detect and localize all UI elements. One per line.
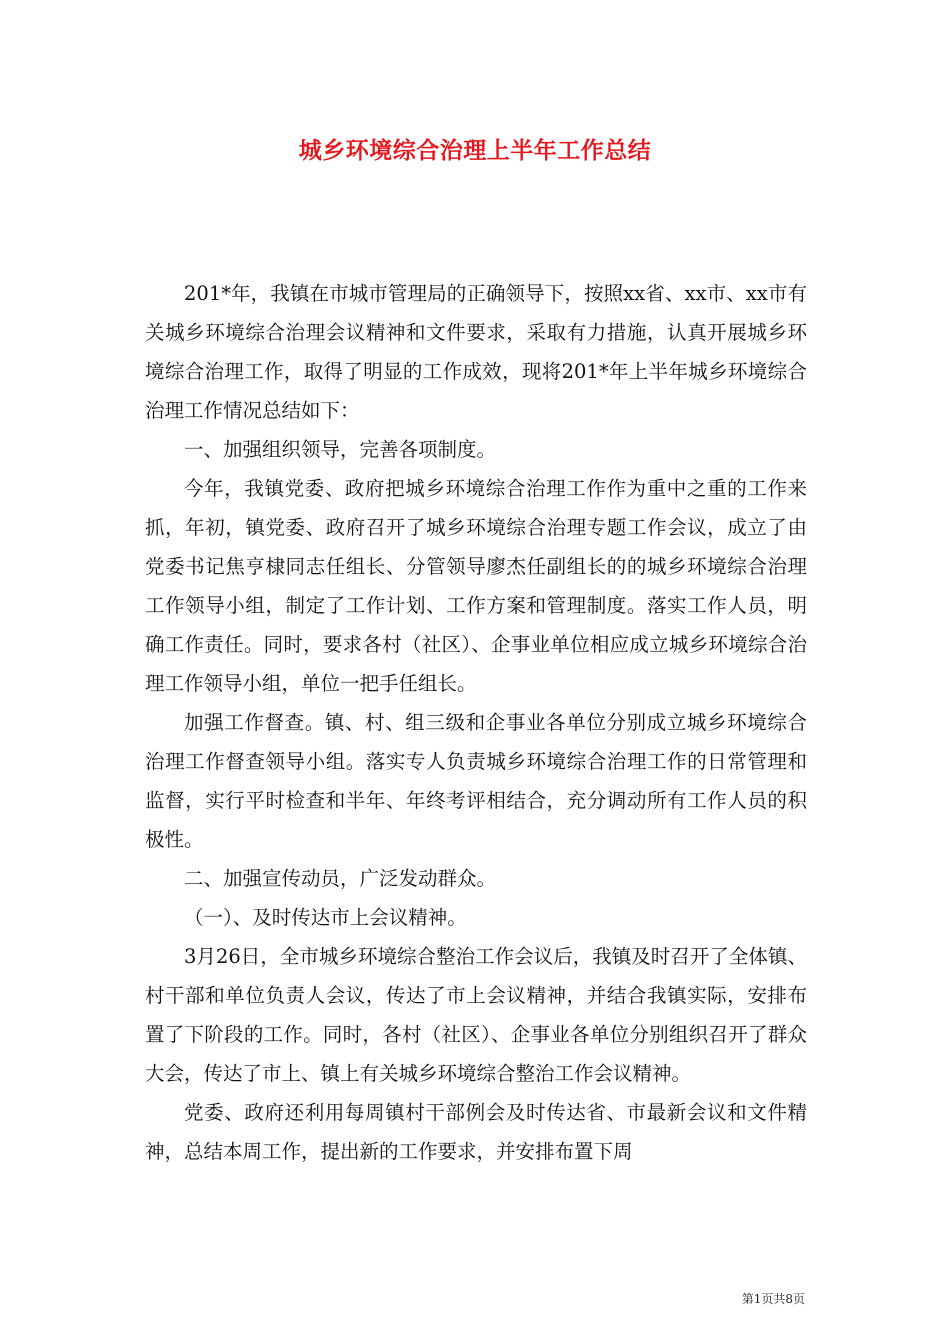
subsection-heading-1: （一）、及时传达市上会议精神。 — [184, 906, 467, 929]
document-body — [145, 274, 807, 1171]
paragraph-supervision: 加强工作督查。镇、村、组三级和企事业各单位分别成立城乡环境综合治理工作督查领导小组。落实专人负责城乡环境综合治理工作的日常管理和监督，实行平时检查和半年、年终考评相结合，充分调动所有工作人员的积极性。 — [145, 711, 807, 851]
section-heading-2: 二、加强宣传动员，广泛发动群众。 — [184, 867, 497, 890]
section-heading-1: 一、加强组织领导，完善各项制度。 — [184, 438, 497, 461]
paragraph-weekly: 党委、政府还利用每周镇村干部例会及时传达省、市最新会议和文件精神，总结本周工作，提出新的工作要求，并安排布置下周 — [145, 1101, 807, 1163]
document-title: 城乡环境综合治理上半年工作总结 — [298, 137, 652, 164]
paragraph-meeting: 3月26日，全市城乡环境综合整治工作会议后，我镇及时召开了全体镇、村干部和单位负责人会议，传达了市上会议精神，并结合我镇实际，安排布置了下阶段的工作。同时，各村（社区）、企事业各单位分别组织召开了群众大会，传达了市上、镇上有关城乡环境综合整治工作会议精神。 — [145, 945, 807, 1085]
paragraph-intro: 201*年，我镇在市城市管理局的正确领导下，按照xx省、xx市、xx市有关城乡环境综合治理会议精神和文件要求，采取有力措施，认真开展城乡环境综合治理工作，取得了明显的工作成效，现将201*年上半年城乡环境综合治理工作情况总结如下： — [145, 282, 807, 422]
page-number: 第1页共8页 — [741, 1292, 805, 1306]
paragraph-organization: 今年，我镇党委、政府把城乡环境综合治理工作作为重中之重的工作来抓，年初，镇党委、政府召开了城乡环境综合治理专题工作会议，成立了由党委书记焦亨棣同志任组长、分管领导廖杰任副组长的的城乡环境综合治理工作领导小组，制定了工作计划、工作方案和管理制度。落实工作人员，明确工作责任。同时，要求各村（社区）、企事业单位相应成立城乡环境综合治理工作领导小组，单位一把手任组长。 — [145, 477, 807, 695]
